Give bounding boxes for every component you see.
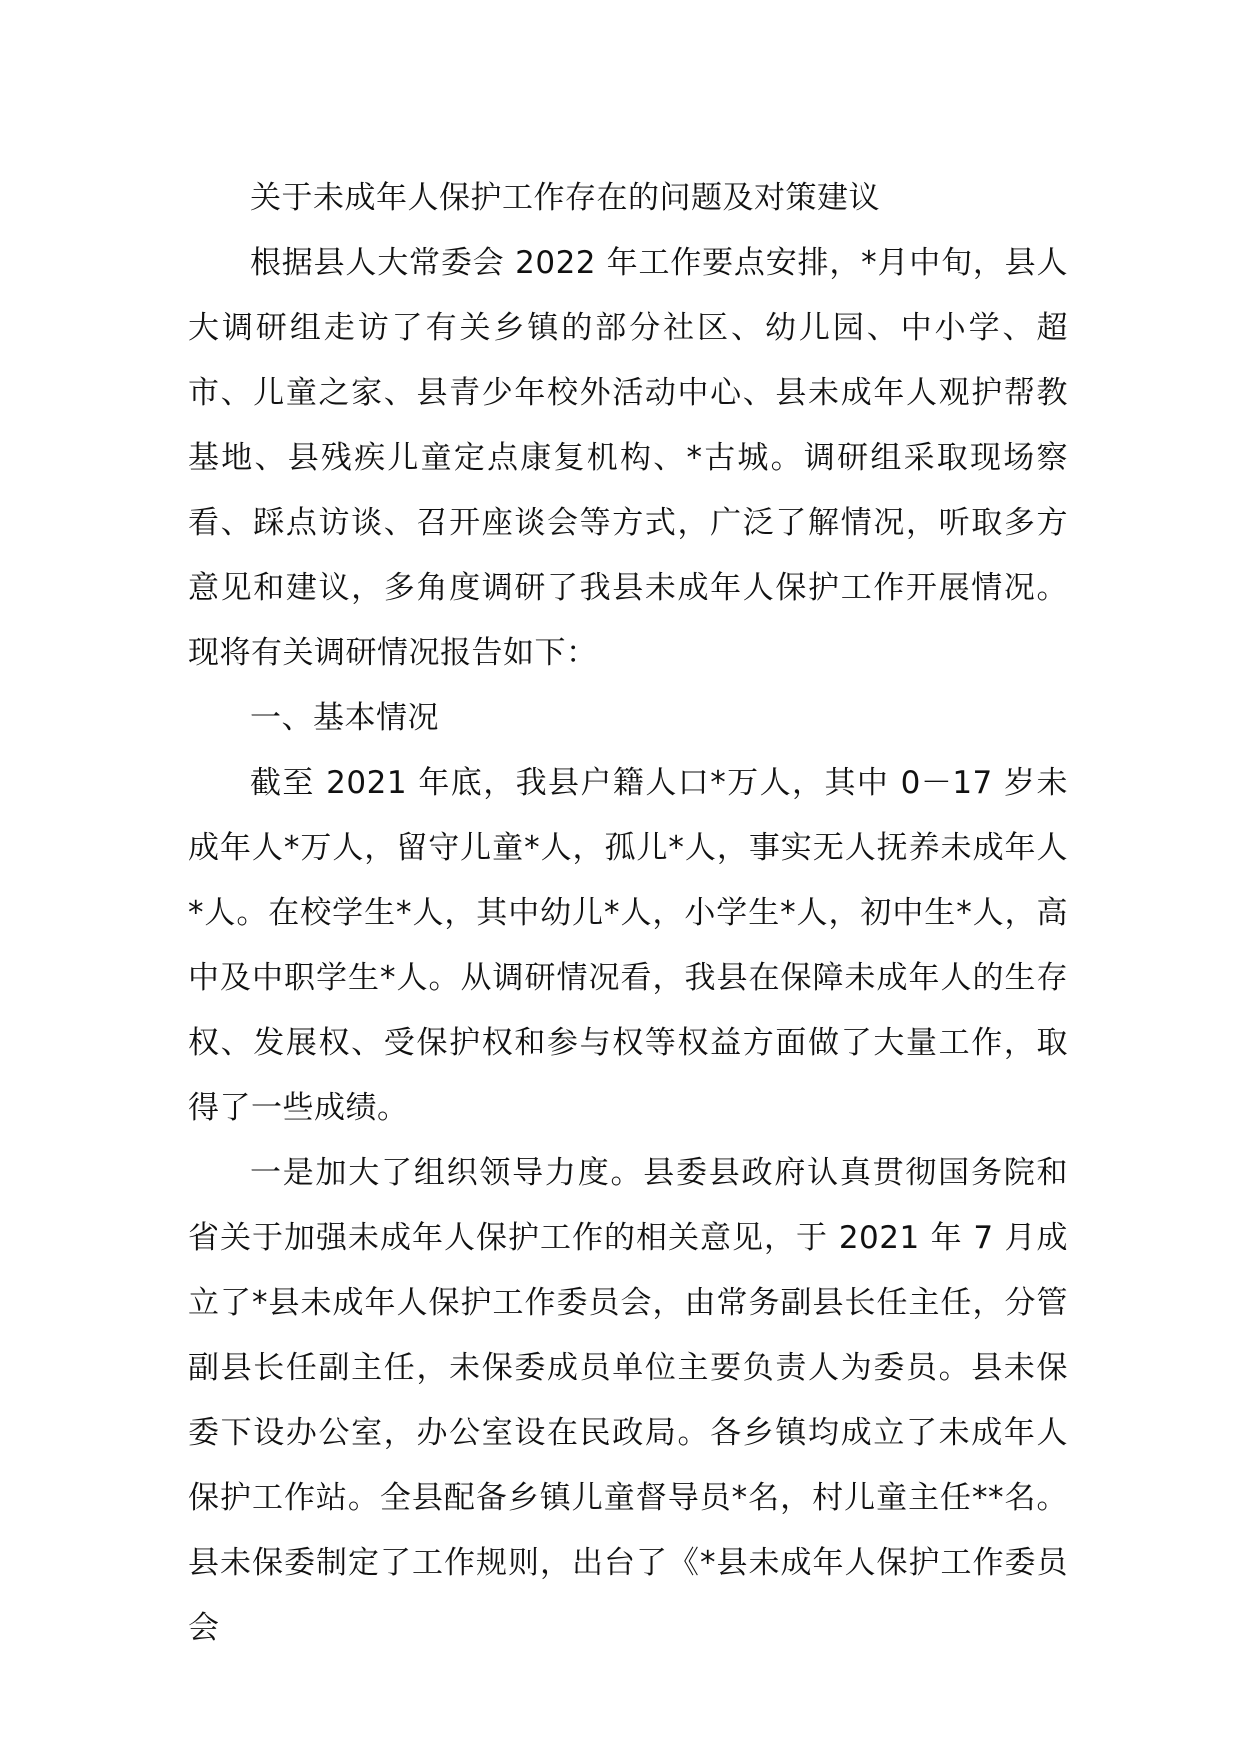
document-title: 关于未成年人保护工作存在的问题及对策建议 [250,180,880,216]
basic-situation-paragraph: 截至 2021 年底，我县户籍人口*万人，其中 0－17 岁未成年人*万人，留守儿童*人，孤儿*人，事实无人抚养未成年人*人。在校学生*人，其中幼儿*人，小学生*人，初中生*人，高中及中职学生*人。从调研情况看，我县在保障未成年人的生存权、发展权、受保护权和参与权等权益方面做了大量工作，取得了一些成绩。 [188,765,1068,1126]
organization-leadership-paragraph: 一是加大了组织领导力度。县委县政府认真贯彻国务院和省关于加强未成年人保护工作的相关意见，于 2021 年 7 月成立了*县未成年人保护工作委员会，由常务副县长任主任，分管副县长任副主任，未保委成员单位主要负责人为委员。县未保委下设办公室，办公室设在民政局。各乡镇均成立了未成年人保护工作站。全县配备乡镇儿童督导员*名，村儿童主任**名。县未保委制定了工作规则，出台了《*县未成年人保护工作委员会 [188,1155,1068,1646]
document-body [188,166,1068,1661]
intro-paragraph: 根据县人大常委会 2022 年工作要点安排，*月中旬，县人大调研组走访了有关乡镇的部分社区、幼儿园、中小学、超市、儿童之家、县青少年校外活动中心、县未成年人观护帮教基地、县残疾儿童定点康复机构、*古城。调研组采取现场察看、踩点访谈、召开座谈会等方式，广泛了解情况，听取多方意见和建议，多角度调研了我县未成年人保护工作开展情况。现将有关调研情况报告如下： [188,245,1068,671]
section-heading-basic-situation: 一、基本情况 [250,700,439,736]
